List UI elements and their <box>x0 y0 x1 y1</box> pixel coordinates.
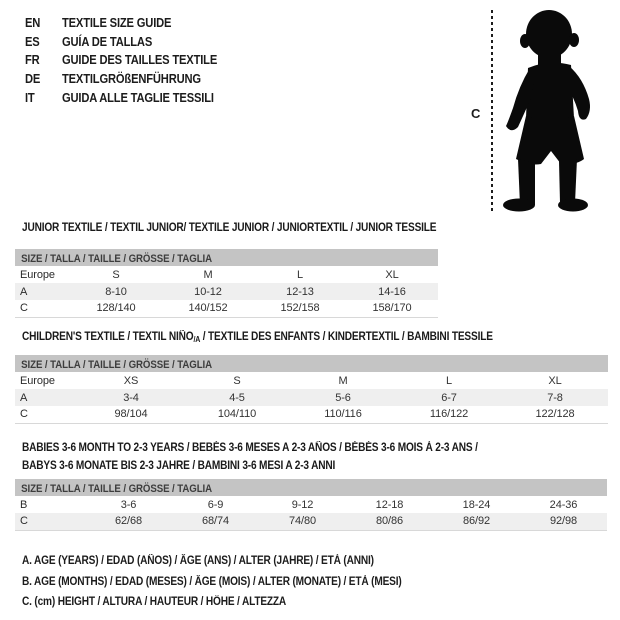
cell: S <box>233 374 241 387</box>
cell: M <box>338 374 348 387</box>
children-size-header: SIZE / TALLA / TAILLE / GRÖSSE / TAGLIA <box>15 355 608 372</box>
cell: 80/86 <box>375 515 404 528</box>
cell: M <box>203 268 213 281</box>
table-row <box>15 266 438 283</box>
cell: 116/122 <box>429 408 469 421</box>
row-label: C <box>20 408 28 421</box>
table-row <box>15 406 608 423</box>
cell: 6-7 <box>441 391 457 404</box>
language-row-en <box>25 14 248 33</box>
row-label: A <box>20 391 28 404</box>
cell: 86/92 <box>462 515 491 528</box>
children-size-table <box>15 372 608 424</box>
cell: 122/128 <box>535 408 575 421</box>
junior-size-header: SIZE / TALLA / TAILLE / GRÖSSE / TAGLIA <box>15 249 438 266</box>
row-label: A <box>20 285 28 298</box>
table-row <box>15 389 608 406</box>
language-row-es <box>25 33 248 52</box>
cell: 8-10 <box>105 285 127 298</box>
nino-a-subscript: /A <box>193 335 201 344</box>
language-code: IT <box>25 89 35 105</box>
row-label: Europe <box>20 268 55 281</box>
language-row-de <box>25 70 248 89</box>
cell: 6-9 <box>207 498 224 511</box>
cell: 18-24 <box>462 498 491 511</box>
language-row-fr <box>25 51 248 70</box>
junior-size-table <box>15 266 438 318</box>
cell: XS <box>123 374 139 387</box>
cell: 128/140 <box>96 302 136 315</box>
language-code: EN <box>25 15 41 30</box>
babies-table-title: BABIES 3-6 MONTH TO 2-3 YEARS / BEBÉS 3-6 MESES A 2-3 AÑOS / BÉBÉS 3-6 MOIS À 2-3 ANS / BABYS 3-6 MONATE BIS 2-3 JAHRE / BAMBINI 3-6 MESI A 2-3 ANNI <box>22 442 478 472</box>
cell: 152/158 <box>280 302 320 315</box>
cell: 3-6 <box>120 498 137 511</box>
footnote-legend <box>22 551 453 613</box>
cell: 12-18 <box>375 498 404 511</box>
language-code: DE <box>25 71 41 87</box>
babies-size-table <box>15 496 607 531</box>
height-measure-dotted-line <box>491 10 493 213</box>
junior-table-title: JUNIOR TEXTILE / TEXTIL JUNIOR/ TEXTILE JUNIOR / JUNIORTEXTIL / JUNIOR TESSILE <box>22 222 437 234</box>
language-row-it <box>25 89 248 108</box>
cell: 9-12 <box>291 498 314 511</box>
cell: 98/104 <box>114 408 148 421</box>
cell: 4-5 <box>229 391 245 404</box>
footnote-c: C. (cm) HEIGHT / ALTURA / HAUTEUR / HÖHE / ALTEZZA <box>22 596 287 608</box>
row-label: B <box>20 498 28 511</box>
row-label: Europe <box>20 374 55 387</box>
language-title: GUÍA DE TALLAS <box>61 33 153 49</box>
table-row <box>15 513 607 530</box>
language-title: GUIDE DES TAILLES TEXTILE <box>61 52 218 68</box>
cell: 68/74 <box>201 515 230 528</box>
cell: 24-36 <box>549 498 578 511</box>
language-code: ES <box>25 33 40 49</box>
table-row <box>15 300 438 317</box>
cell: 74/80 <box>288 515 317 528</box>
cell: L <box>296 268 304 281</box>
table-row <box>15 283 438 300</box>
cell: 92/98 <box>549 515 578 528</box>
toddler-silhouette <box>498 6 604 214</box>
cell: 110/116 <box>324 408 362 421</box>
row-label: C <box>20 302 28 315</box>
row-label: C <box>20 515 28 528</box>
height-measure-label: C <box>471 106 481 121</box>
cell: 140/152 <box>188 302 228 315</box>
footnote-b: B. AGE (MONTHS) / EDAD (MESES) / ÂGE (MOIS) / ALTER (MONATE) / ETÀ (MESI) <box>22 575 402 588</box>
language-title: TEXTILGRÖßENFÜHRUNG <box>61 71 201 87</box>
cell: S <box>112 268 120 281</box>
children-table-title: CHILDREN'S TEXTILE / TEXTIL $NIÑO_{/A}$ / TEXTILE DES ENFANTS / KINDERTEXTIL / BAMBINI TESSILE <box>22 331 493 344</box>
cell: 62/68 <box>114 515 143 528</box>
cell: L <box>445 374 453 387</box>
cell: 3-4 <box>123 391 139 404</box>
cell: 7-8 <box>547 391 563 404</box>
language-title-list <box>25 14 248 107</box>
cell: 158/170 <box>372 302 412 315</box>
footnote-a: A. AGE (YEARS) / EDAD (AÑOS) / ÂGE (ANS) / ALTER (JAHRE) / ETÀ (ANNI) <box>22 555 374 567</box>
language-title: TEXTILE SIZE GUIDE <box>61 15 172 30</box>
table-row <box>15 372 608 389</box>
language-code: FR <box>25 52 40 68</box>
cell: 10-12 <box>194 285 222 298</box>
cell: XL <box>385 268 399 281</box>
cell: 104/110 <box>217 408 257 421</box>
language-title: GUIDA ALLE TAGLIE TESSILI <box>61 89 214 105</box>
table-row <box>15 496 607 513</box>
cell: 14-16 <box>378 285 406 298</box>
cell: 12-13 <box>286 285 314 298</box>
cell: 5-6 <box>335 391 351 404</box>
cell: XL <box>548 374 562 387</box>
babies-size-header: SIZE / TALLA / TAILLE / GRÖSSE / TAGLIA <box>15 479 607 496</box>
